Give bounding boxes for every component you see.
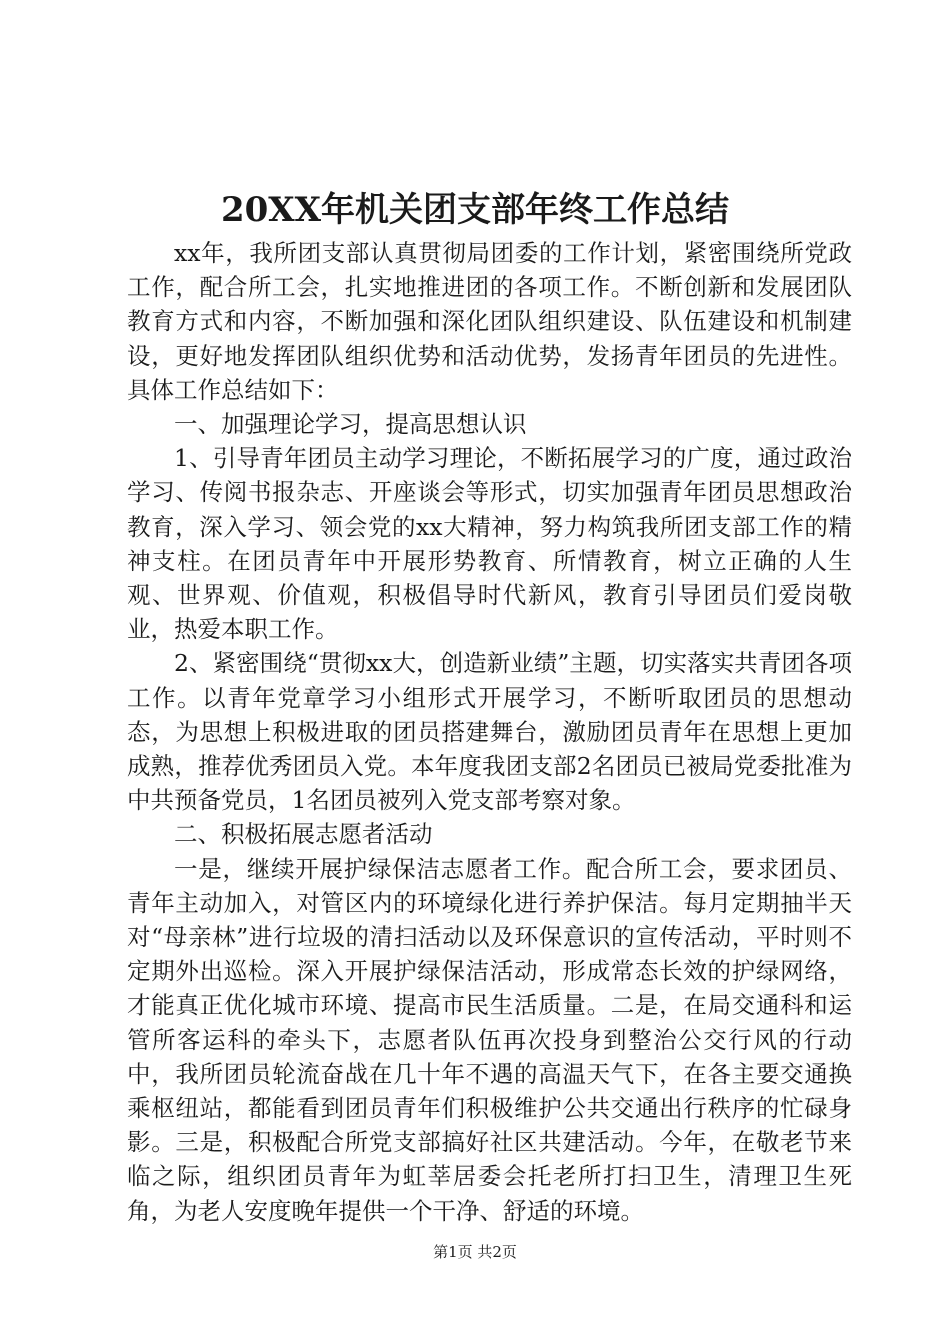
document-body [127, 236, 852, 1228]
intro-paragraph: xx年，我所团支部认真贯彻局团委的工作计划，紧密围绕所党政工作，配合所工会，扎实地推进团的各项工作。不断创新和发展团队教育方式和内容，不断加强和深化团队组织建设、队伍建设和机制建设，更好地发挥团队组织优势和活动优势，发扬青年团员的先进性。具体工作总结如下： [127, 239, 852, 404]
document-title: 20XX年机关团支部年终工作总结 [220, 190, 730, 230]
section-heading-1: 一、加强理论学习，提高思想认识 [174, 410, 527, 439]
section-1-paragraph-1: 1、引导青年团员主动学习理论，不断拓展学习的广度，通过政治学习、传阅书报杂志、开座谈会等形式，切实加强青年团员思想政治教育，深入学习、领会党的xx大精神，努力构筑我所团支部工作的精神支柱。在团员青年中开展形势教育、所情教育，树立正确的人生观、世界观、价值观，积极倡导时代新风，教育引导团员们爱岗敬业，热爱本职工作。 [127, 444, 852, 644]
page-footer: 第1页 共2页 [433, 1243, 517, 1261]
section-heading-2: 二、积极拓展志愿者活动 [174, 820, 433, 849]
section-2-paragraph-1: 一是，继续开展护绿保洁志愿者工作。配合所工会，要求团员、青年主动加入，对管区内的环境绿化进行养护保洁。每月定期抽半天对“母亲林”进行垃圾的清扫活动以及环保意识的宣传活动，平时则不定期外出巡检。深入开展护绿保洁活动，形成常态长效的护绿网络，才能真正优化城市环境、提高市民生活质量。二是，在局交通科和运管所客运科的牵头下，志愿者队伍再次投身到整治公交行风的行动中，我所团员轮流奋战在几十年不遇的高温天气下，在各主要交通换乘枢纽站，都能看到团员青年们积极维护公共交通出行秩序的忙碌身影。三是，积极配合所党支部搞好社区共建活动。今年，在敬老节来临之际，组织团员青年为虹莘居委会托老所打扫卫生，清理卫生死角，为老人安度晚年提供一个干净、舒适的环境。 [127, 854, 852, 1225]
section-1-paragraph-2: 2、紧密围绕“贯彻xx大，创造新业绩”主题，切实落实共青团各项工作。以青年党章学习小组形式开展学习，不断听取团员的思想动态，为思想上积极进取的团员搭建舞台，激励团员青年在思想上更加成熟，推荐优秀团员入党。本年度我团支部2名团员已被局党委批准为中共预备党员，1名团员被列入党支部考察对象。 [127, 649, 852, 815]
